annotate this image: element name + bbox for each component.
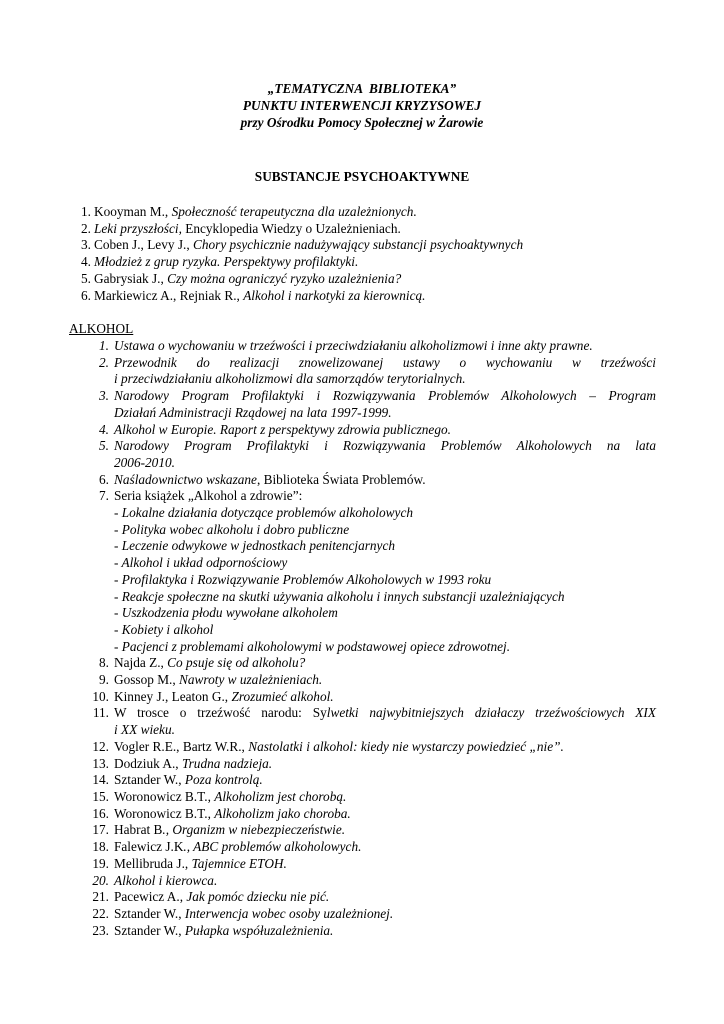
- list-item: 6. Naśladownictwo wskazane, Biblioteka Świata Problemów.: [99, 471, 426, 487]
- sub-item: - Leczenie odwykowe w jednostkach penitencjarnych: [114, 538, 395, 554]
- header-line-1: „TEMATYCZNA BIBLIOTEKA”: [267, 81, 457, 96]
- list-item: 1. Ustawa o wychowaniu w trzeźwości i przeciwdziałaniu alkoholizmowi i inne akty prawne.: [99, 338, 593, 353]
- list-item: 22. Sztander W., Interwencja wobec osoby uzależnionej.: [92, 905, 394, 921]
- list-item: 5. Gabrysiak J., Czy można ograniczyć ryzyko uzależnienia?: [81, 270, 402, 286]
- list-item: 1. Kooyman M., Społeczność terapeutyczna dla uzależnionych.: [81, 204, 417, 219]
- list-item: 10. Kinney J., Leaton G., Zrozumieć alkohol.: [92, 688, 334, 704]
- list-item: 13. Dodziuk A., Trudna nadzieja.: [92, 755, 273, 771]
- list-item: 14. Sztander W., Poza kontrolą.: [92, 772, 263, 788]
- list-item: 8. Najda Z., Co psuje się od alkoholu?: [99, 655, 306, 671]
- sub-item: - Alkohol i układ odpornościowy: [114, 555, 288, 571]
- sub-item: - Profilaktyka i Rozwiązywanie Problemów Alkoholowych w 1993 roku: [114, 571, 492, 587]
- section-title: SUBSTANCJE PSYCHOAKTYWNE: [254, 169, 470, 184]
- list-item: 19. Mellibruda J., Tajemnice ETOH.: [92, 855, 287, 871]
- sub-item: - Lokalne działania dotyczące problemów alkoholowych: [114, 505, 414, 521]
- list-item: 2. Przewodnik do realizacji znowelizowanej ustawy o wychowaniu w trzeźwości i przeciwdziałaniu alkoholizmowi dla samorządów terytorialnych.: [99, 354, 656, 387]
- list-item: 4. Młodzież z grup ryzyka. Perspektywy profilaktyki.: [81, 254, 359, 270]
- header-line-3: przy Ośrodku Pomocy Społecznej w Żarowie: [240, 115, 484, 130]
- list-item: 5. Narodowy Program Profilaktyki i Rozwiązywania Problemów Alkoholowych na lata 2006-2010.: [99, 438, 656, 470]
- list-item: 18. Falewicz J.K., ABC problemów alkoholowych.: [92, 839, 362, 855]
- sub-item: - Kobiety i alkohol: [114, 621, 214, 637]
- sub-item: - Polityka wobec alkoholu i dobro publiczne: [114, 521, 350, 537]
- list-item: 2. Leki przyszłości, Encyklopedia Wiedzy o Uzależnieniach.: [81, 220, 401, 236]
- list-item: 6. Markiewicz A., Rejniak R., Alkohol i narkotyki za kierownicą.: [81, 287, 426, 303]
- list-item: 20. Alkohol i kierowca.: [92, 872, 218, 888]
- list-item: 23. Sztander W., Pułapka współuzależnienia.: [92, 922, 334, 938]
- alcohol-heading: ALKOHOL: [69, 321, 134, 336]
- list-item: 9. Gossop M., Nawroty w uzależnieniach.: [99, 672, 323, 688]
- list-item: 15. Woronowicz B.T., Alkoholizm jest chorobą.: [92, 788, 347, 804]
- list-item: 12. Vogler R.E., Bartz W.R., Nastolatki i alkohol: kiedy nie wystarczy powiedzieć „nie”.: [92, 738, 564, 754]
- psychoactive-list: [69, 204, 669, 304]
- header-line-2: PUNKTU INTERWENCJI KRYZYSOWEJ: [242, 98, 482, 113]
- list-item: 7. Seria książek „Alkohol a zdrowie”: - Lokalne działania dotyczące problemów alkoholowych - Polityka wobec alkoholu i dobro publiczne - Leczenie odwykowe w jednostkach penitencjarnych - Alkohol i układ odpornościowy - Profilaktyka i Rozwiązywanie Problemów Alkoholowych w 1993 roku - Reakcje społeczne na skutki używania alkoholu i innych substancji uzależniających - Uszkodzenia płodu wywołane alkoholem - Kobiety i alkohol - Pacjenci z problemami alkoholowymi w podstawowej opiece zdrowotnej.: [69, 488, 656, 655]
- document-header: [0, 80, 724, 131]
- list-item: 4. Alkohol w Europie. Raport z perspektywy zdrowia publicznego.: [99, 421, 451, 437]
- list-item: 11. W trosce o trzeźwość narodu: Sylwetki najwybitniejszych działaczy trzeźwościowych XIX i XX wieku.: [92, 705, 656, 738]
- sub-item: - Reakcje społeczne na skutki używania alkoholu i innych substancji uzależniających: [114, 588, 565, 604]
- sub-item: - Pacjenci z problemami alkoholowymi w podstawowej opiece zdrowotnej.: [114, 638, 511, 654]
- sub-item: - Uszkodzenia płodu wywołane alkoholem: [114, 605, 338, 621]
- list-item: 3. Coben J., Levy J., Chory psychicznie nadużywający substancji psychoaktywnych: [81, 237, 524, 253]
- list-item: 17. Habrat B., Organizm w niebezpieczeństwie.: [92, 822, 346, 838]
- list-item: 3. Narodowy Program Profilaktyki i Rozwiązywania Problemów Alkoholowych – Program Działań Administracji Rządowej na lata 1997-1999.: [99, 388, 656, 420]
- alcohol-list: [69, 338, 656, 939]
- list-item: 16. Woronowicz B.T., Alkoholizm jako choroba.: [92, 805, 351, 821]
- list-item: 21. Pacewicz A., Jak pomóc dziecku nie pić.: [92, 889, 330, 905]
